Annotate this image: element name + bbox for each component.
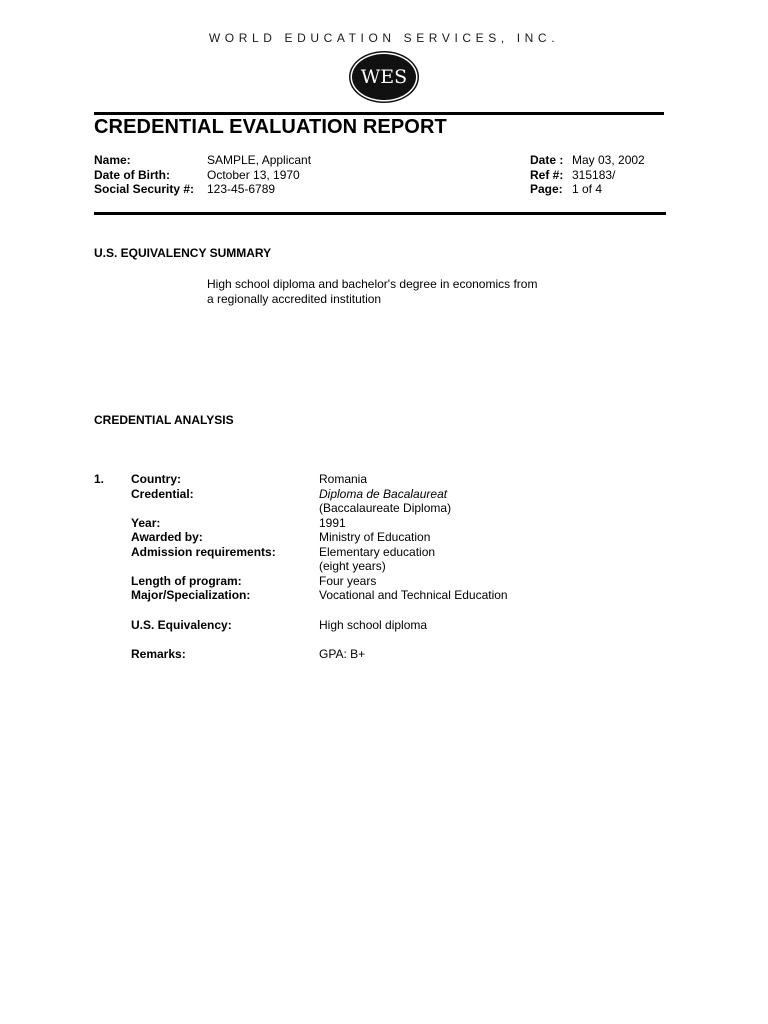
dob-label: Date of Birth:	[94, 167, 170, 182]
organization-name: WORLD EDUCATION SERVICES, INC.	[208, 31, 560, 45]
credential-translation: (Baccalaureate Diploma)	[319, 501, 452, 515]
admission-label: Admission requirements:	[131, 544, 276, 559]
major-label: Major/Specialization:	[131, 588, 251, 602]
credential-labels	[131, 472, 276, 661]
report-title: CREDENTIAL EVALUATION REPORT	[94, 116, 447, 138]
credential-value: Diploma de Bacalaureat	[319, 486, 448, 501]
credential-values	[319, 472, 508, 661]
country-label: Country:	[131, 472, 181, 486]
equivalency-label: U.S. Equivalency:	[131, 617, 232, 632]
report-date: May 03, 2002	[572, 153, 645, 167]
summary-heading: U.S. EQUIVALENCY SUMMARY	[94, 246, 272, 260]
applicant-labels	[94, 153, 194, 197]
admission-detail: (eight years)	[319, 559, 386, 573]
header-divider	[94, 212, 666, 215]
equivalency-value: High school diploma	[319, 617, 428, 632]
ssn-label: Social Security #:	[94, 182, 195, 196]
wes-logo-text: WES	[360, 66, 408, 88]
awarded-by-value: Ministry of Education	[319, 530, 431, 544]
report-values	[572, 153, 645, 197]
wes-logo	[352, 54, 416, 100]
report-page: 1 of 4	[572, 182, 603, 196]
applicant-ssn: 123-45-6789	[207, 182, 276, 196]
top-divider	[94, 112, 664, 115]
summary-line-1: High school diploma and bachelor's degree in economics from	[207, 277, 538, 291]
year-value: 1991	[319, 515, 346, 530]
remarks-label: Remarks:	[131, 646, 186, 661]
name-label: Name:	[94, 153, 131, 167]
applicant-dob: October 13, 1970	[207, 167, 300, 182]
remarks-value: GPA: B+	[319, 646, 366, 661]
summary-text	[207, 277, 537, 306]
awarded-by-label: Awarded by:	[131, 530, 203, 544]
page-label: Page:	[530, 182, 563, 196]
applicant-name: SAMPLE, Applicant	[207, 153, 312, 167]
year-label: Year:	[131, 515, 161, 530]
length-label: Length of program:	[131, 573, 242, 588]
ref-label: Ref #:	[530, 167, 564, 182]
country-value: Romania	[319, 472, 368, 486]
admission-value: Elementary education	[319, 544, 436, 559]
date-label: Date :	[530, 153, 564, 167]
report-ref: 315183/	[572, 167, 616, 182]
report-labels	[530, 153, 563, 197]
applicant-values	[207, 153, 311, 197]
major-value: Vocational and Technical Education	[319, 588, 508, 602]
summary-line-2: a regionally accredited institution	[207, 291, 382, 306]
length-value: Four years	[319, 573, 377, 588]
credential-label: Credential:	[131, 486, 194, 501]
item-number: 1.	[94, 472, 105, 486]
analysis-heading: CREDENTIAL ANALYSIS	[94, 413, 234, 427]
